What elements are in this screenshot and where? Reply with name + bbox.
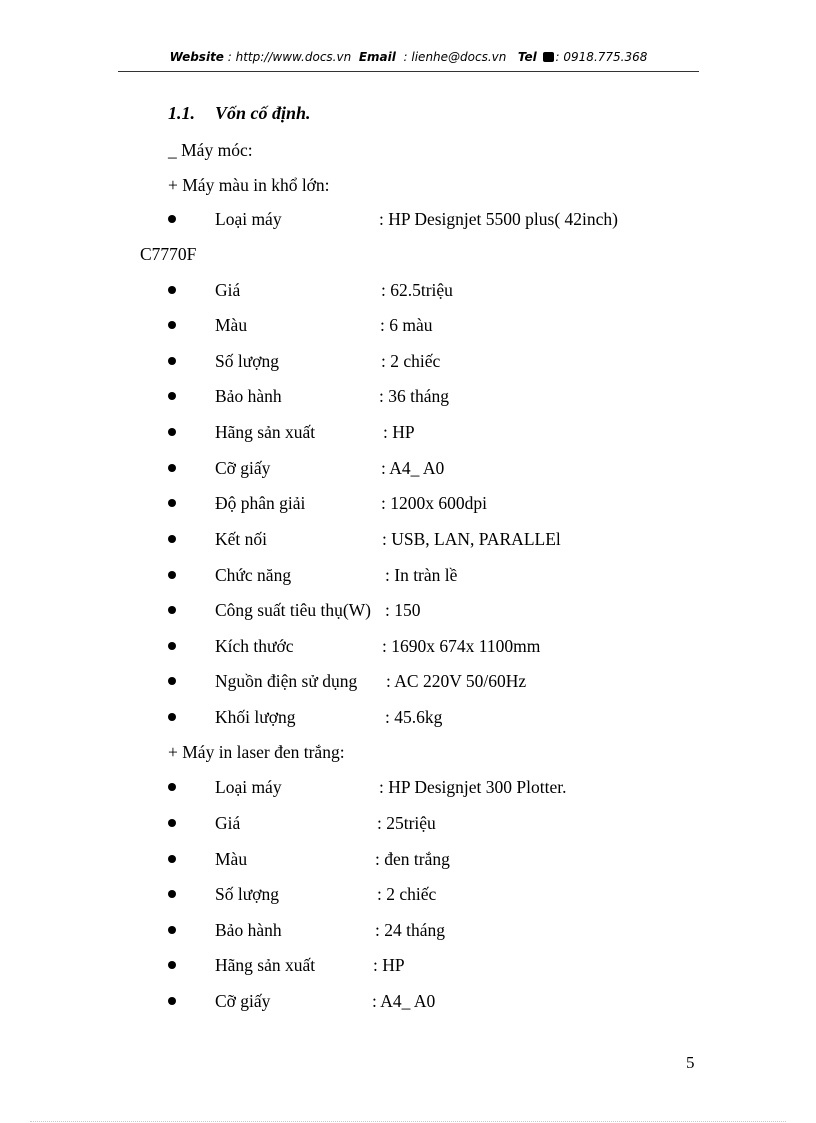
bullet-icon [168,215,176,223]
item-label: Công suất tiêu thụ(W) [215,600,372,620]
item-value: : 36 tháng [379,386,449,406]
item-value: : 1200x 600dpi [381,493,487,513]
item-label: Giá [215,813,241,833]
bullet-icon [168,321,176,329]
wrap-text: C7770F [140,244,197,264]
bullet-icon [168,783,176,791]
bullet-icon [168,286,176,294]
heading-title: Vốn cố định. [215,103,311,123]
item-value: : 150 [385,600,421,620]
item-value: : đen trắng [375,849,450,869]
item-label: Loại máy [215,209,282,229]
item-label: Kích thước [215,636,294,656]
page-header [118,50,699,70]
bullet-icon [168,677,176,685]
email-value: : lienhe@docs.vn [403,50,507,64]
header-divider [118,71,699,72]
group-title: + Máy in laser đen trắng: [168,742,345,762]
email-label: Email [358,50,396,64]
item-value: : HP [373,955,405,975]
website-label: Website [169,50,224,64]
item-label: Màu [215,849,248,869]
bullet-icon [168,926,176,934]
bullet-icon [168,357,176,365]
item-value: : USB, LAN, PARALLEl [382,529,561,549]
item-label: Loại máy [215,777,282,797]
item-label: Bảo hành [215,920,282,940]
item-label: Số lượng [215,884,279,904]
group-title: + Máy màu in khổ lớn: [168,175,330,195]
item-value: : 2 chiếc [377,884,437,904]
bullet-icon [168,428,176,436]
item-label: Cỡ giấy [215,458,271,478]
item-label: Kết nối [215,529,268,549]
item-value: : In tràn lề [385,565,458,585]
bullet-icon [168,642,176,650]
item-label: Chức năng [215,565,292,585]
phone-icon [543,52,554,62]
item-value: : HP Designjet 5500 plus( 42inch) [379,209,618,229]
heading-number: 1.1. [168,103,195,123]
item-value: : 25triệu [377,813,436,833]
item-label: Khối lượng [215,707,296,727]
bullet-icon [168,571,176,579]
bullet-icon [168,819,176,827]
tel-label: Tel [517,50,537,64]
item-label: Nguồn điện sử dụng [215,671,358,691]
bullet-icon [168,464,176,472]
item-label: Hãng sản xuất [215,422,316,442]
item-label: Độ phân giải [215,493,306,513]
bullet-icon [168,855,176,863]
item-value: : 2 chiếc [381,351,441,371]
item-value: : 45.6kg [385,707,443,727]
item-label: Số lượng [215,351,279,371]
bullet-icon [168,499,176,507]
website-value: : http://www.docs.vn [227,50,352,64]
item-label: Bảo hành [215,386,282,406]
item-value: : AC 220V 50/60Hz [386,671,527,691]
item-value: : 62.5triệu [381,280,453,300]
bullet-icon [168,713,176,721]
footer-divider [30,1121,786,1122]
bullet-icon [168,392,176,400]
tel-value: : 0918.775.368 [555,50,648,64]
item-label: Màu [215,315,248,335]
item-value: : HP [383,422,415,442]
bullet-icon [168,535,176,543]
item-value: : A4_ A0 [372,991,436,1011]
item-label: Giá [215,280,241,300]
item-label: Hãng sản xuất [215,955,316,975]
section-heading [168,103,311,124]
item-value: : 24 tháng [375,920,445,940]
bullet-icon [168,997,176,1005]
page-number: 5 [686,1053,695,1072]
item-value: : HP Designjet 300 Plotter. [379,777,567,797]
bullet-icon [168,961,176,969]
item-value: : A4_ A0 [381,458,445,478]
item-label: Cỡ giấy [215,991,271,1011]
item-value: : 1690x 674x 1100mm [382,636,541,656]
bullet-icon [168,890,176,898]
section-label: _ Máy móc: [168,140,253,160]
bullet-icon [168,606,176,614]
item-value: : 6 màu [380,315,433,335]
